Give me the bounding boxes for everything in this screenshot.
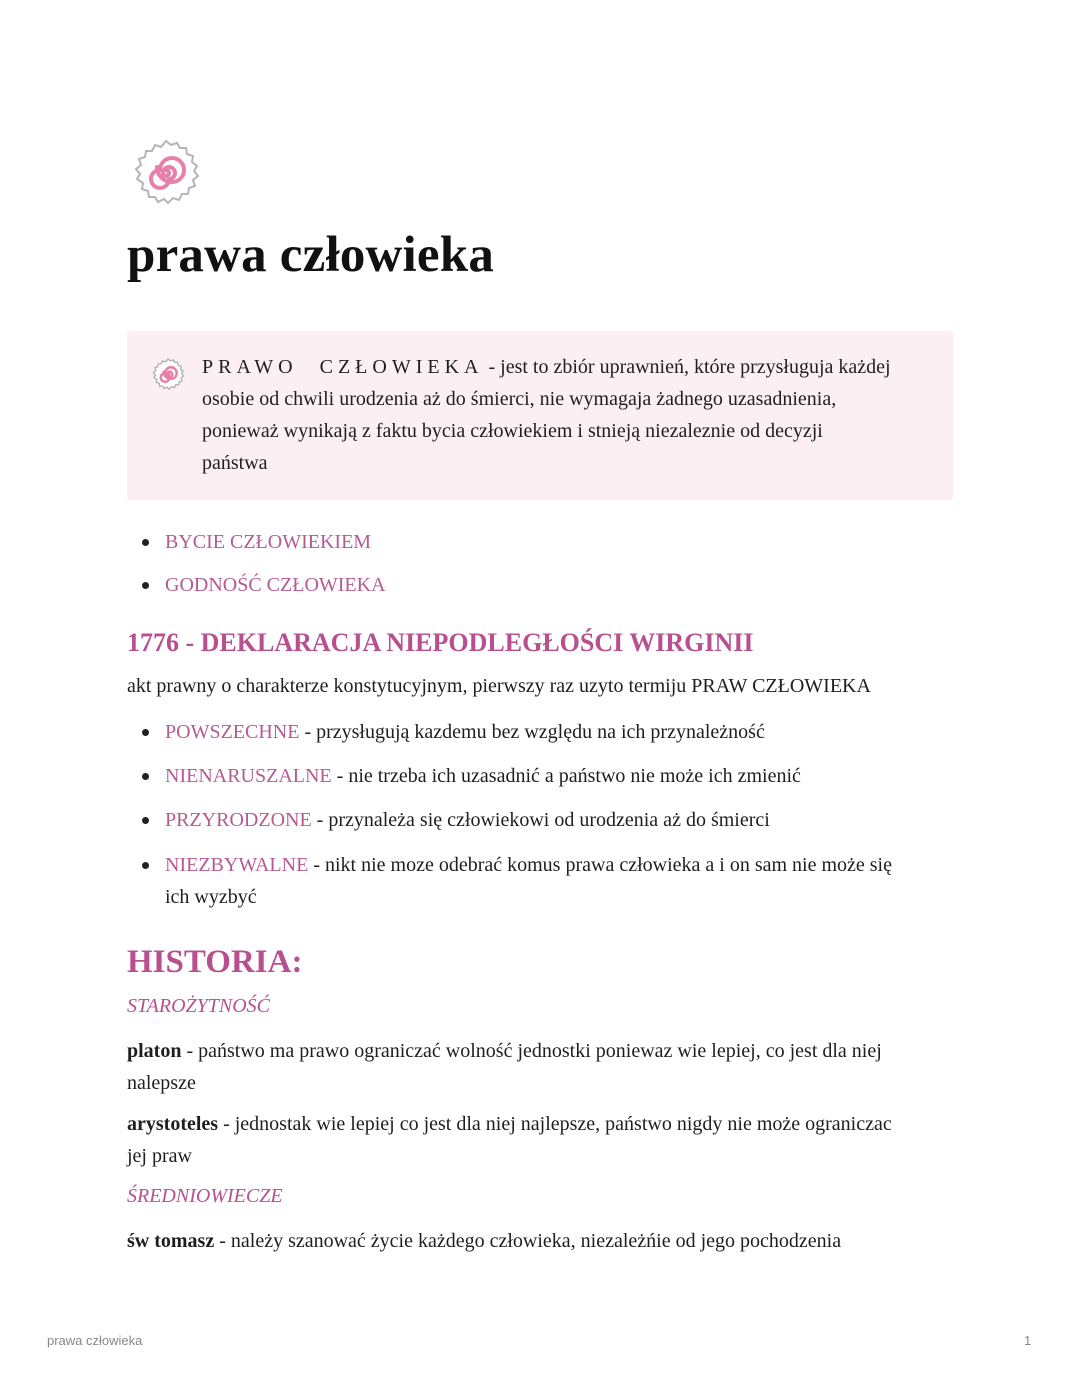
section-heading: 1776 - DEKLARACJA NIEPODLEGŁOŚCI WIRGINII <box>127 628 754 657</box>
platon-paragraph: platon - państwo ma prawo ograniczać wolność jednostki poniewaz wie lepiej, co jest dla niej nalepsze <box>127 1040 882 1094</box>
list-item: POWSZECHNE - przysługują kazdemu bez względu na ich przynależność <box>127 716 953 748</box>
era-heading: ŚREDNIOWIECZE <box>127 1185 283 1207</box>
definition-text <box>202 351 932 479</box>
definition-term: PRAWO <box>202 356 298 378</box>
page-number: 1 <box>1024 1333 1032 1348</box>
footer-title: prawa człowieka <box>47 1333 143 1348</box>
basis-list <box>127 526 953 601</box>
list-item: GODNOŚĆ CZŁOWIEKA <box>127 569 953 601</box>
definition-line-4: państwa <box>202 452 268 474</box>
definition-line-2: osobie od chwili urodzenia aż do śmierci, nie wymagaja żadnego uzasadnienia, <box>202 388 837 410</box>
features-list <box>127 716 953 913</box>
definition-line-1: - jest to zbiór uprawnień, które przysługuja każdej <box>483 356 891 378</box>
list-item: NIENARUSZALNE - nie trzeba ich uzasadnić a państwo nie może ich zmienić <box>127 760 953 792</box>
spiral-candy-icon <box>151 358 185 392</box>
page-title: prawa człowieka <box>127 227 495 283</box>
platon-name: platon <box>127 1040 182 1062</box>
tomasz-name: św tomasz <box>127 1230 215 1252</box>
list-item: PRZYRODZONE - przynależa się człowiekowi od urodzenia aż do śmierci <box>127 804 953 836</box>
definition-term-2: CZŁOWIEKA <box>319 356 484 378</box>
history-heading: HISTORIA: <box>127 944 303 980</box>
tomasz-paragraph: św tomasz - należy szanować życie każdego człowieka, niezależńie od jego pochodzenia <box>127 1230 842 1252</box>
definition-callout <box>127 331 953 500</box>
list-item: NIEZBYWALNE - nikt nie moze odebrać komus prawa człowieka a i on sam nie może się ich wyzbyć <box>127 849 953 913</box>
section-intro: akt prawny o charakterze konstytucyjnym, pierwszy raz uzyto termiju PRAW CZŁOWIEKA <box>127 675 871 697</box>
definition-line-3: ponieważ wynikają z faktu bycia człowiekiem i stnieją niezaleznie od decyzji <box>202 420 823 442</box>
era-heading: STAROŻYTNOŚĆ <box>127 995 271 1017</box>
arystoteles-paragraph: arystoteles - jednostak wie lepiej co jest dla niej najlepsze, państwo nigdy nie może ograniczac jej praw <box>127 1113 892 1167</box>
spiral-candy-icon <box>131 139 201 209</box>
arystoteles-name: arystoteles <box>127 1113 219 1135</box>
list-item: BYCIE CZŁOWIEKIEM <box>127 526 953 558</box>
